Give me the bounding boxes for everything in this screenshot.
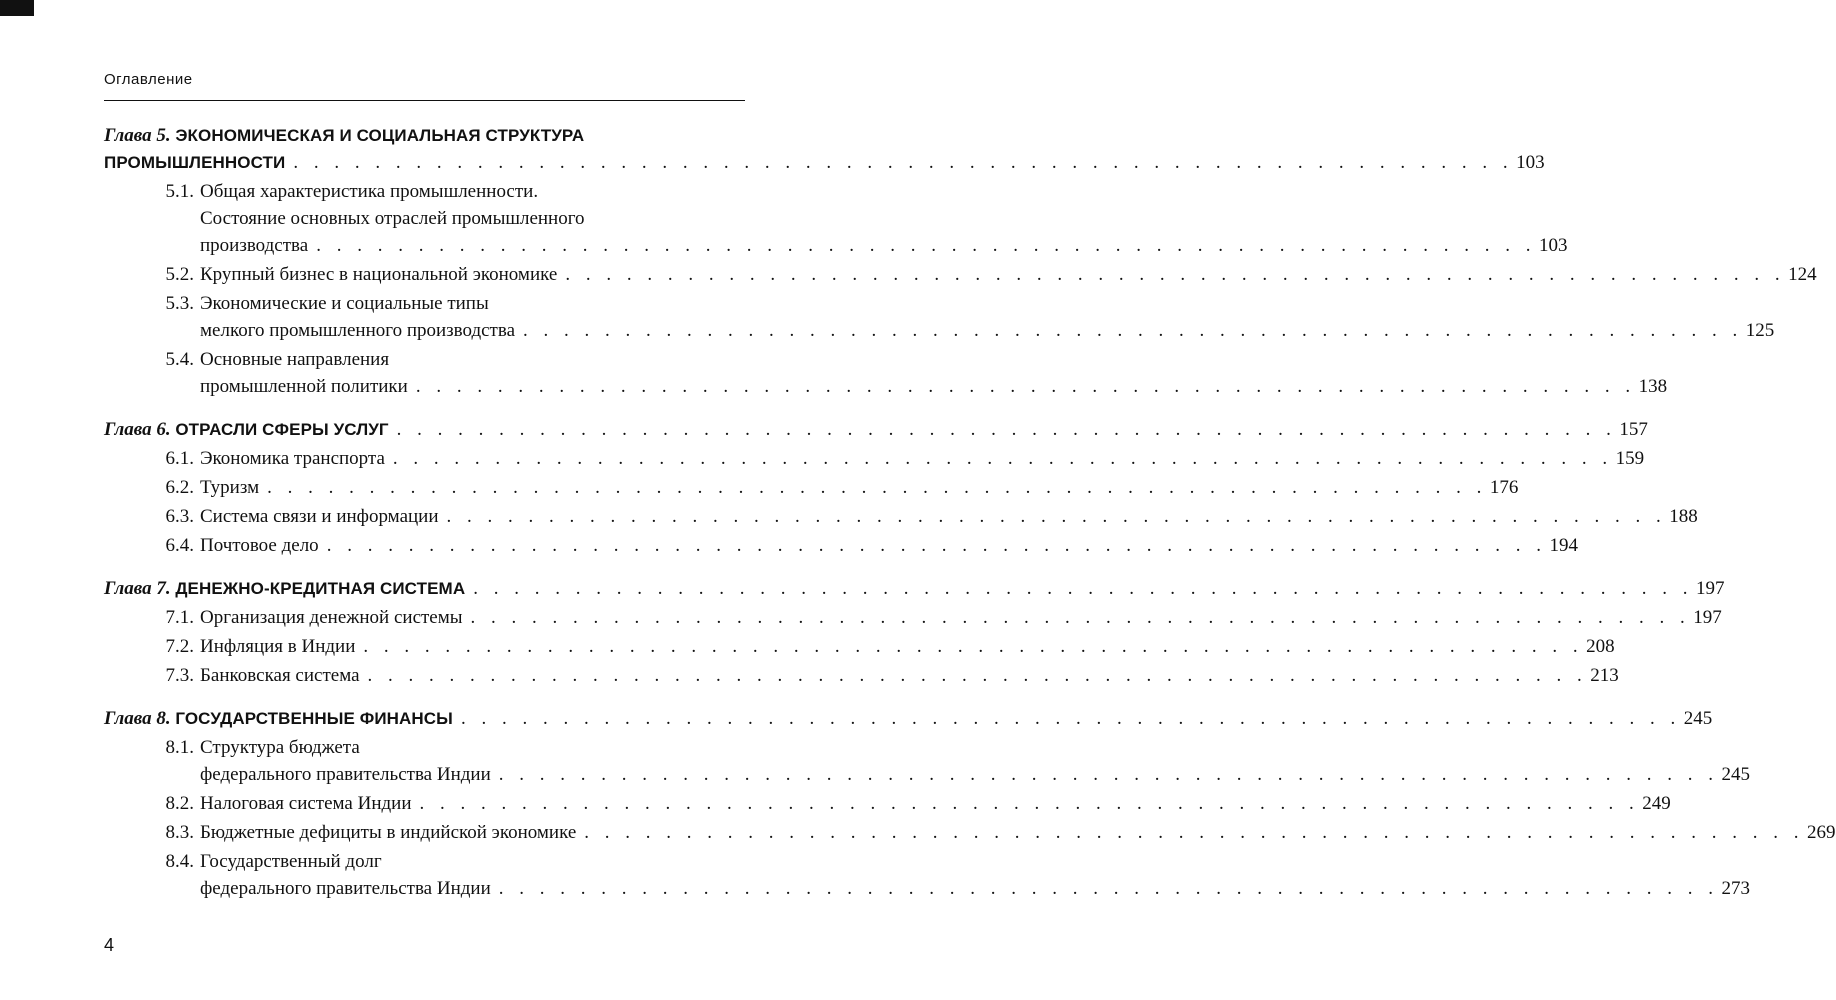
section-title-line: федерального правительства Индии <box>200 878 491 899</box>
chapter-5 <box>104 122 1817 400</box>
section-number: 8.2. <box>165 793 194 814</box>
toc-entry-6-4[interactable] <box>104 532 1578 559</box>
page-ref: 245 <box>1721 764 1750 785</box>
section-number: 8.3. <box>165 822 194 843</box>
section-title-line: федерального правительства Индии <box>200 764 491 785</box>
page-ref: 269 <box>1807 822 1836 843</box>
section-title-line: Туризм <box>200 477 260 498</box>
chapter-title: ГОСУДАРСТВЕННЫЕ ФИНАНСЫ <box>175 709 453 728</box>
chapter-title: ДЕНЕЖНО-КРЕДИТНАЯ СИСТЕМА <box>175 579 466 598</box>
leader-dots: . . . . . . . . . . . . . . . . . . . . . . . . . . . . . . . . . . . . . . . . . . . . . . . . . . . . . . . . . . . . <box>446 506 1667 527</box>
chapter-label: Глава 6. <box>104 419 171 440</box>
leader-dots: . . . . . . . . . . . . . . . . . . . . . . . . . . . . . . . . . . . . . . . . . . . . . . . . . . . . . . . . . . . . <box>523 320 1743 341</box>
chapter-7 <box>104 575 1725 689</box>
section-title-line: Инфляция в Индии <box>200 636 356 657</box>
section-number: 5.1. <box>165 181 194 202</box>
section-title-line: Налоговая система Индии <box>200 793 412 814</box>
section-title-line: Система связи и информации <box>200 506 439 527</box>
page-ref: 103 <box>1538 235 1568 256</box>
chapter-heading[interactable] <box>104 575 1725 602</box>
chapter-label: Глава 8. <box>104 708 171 729</box>
page-ref: 249 <box>1642 793 1671 814</box>
chapter-title: ЭКОНОМИЧЕСКАЯ И СОЦИАЛЬНАЯ СТРУКТУРА <box>175 126 585 145</box>
page-ref: 197 <box>1695 578 1725 599</box>
section-number: 8.1. <box>165 737 194 758</box>
chapter-heading-line-1 <box>104 122 744 149</box>
page-number: 4 <box>104 935 115 955</box>
chapter-label: Глава 5. <box>104 125 171 146</box>
section-title-line: Почтовое дело <box>200 535 319 556</box>
section-title-line: мелкого промышленного производства <box>200 320 516 341</box>
table-of-contents <box>104 122 1836 918</box>
section-title-line: Экономика транспорта <box>200 448 385 469</box>
chapter-heading[interactable] <box>104 705 1713 732</box>
corner-mark <box>0 0 34 16</box>
toc-entry-5-2[interactable] <box>104 261 1817 288</box>
leader-dots: . . . . . . . . . . . . . . . . . . . . . . . . . . . . . . . . . . . . . . . . . . . . . . . . . . . . . . . . . . . . <box>392 448 1613 469</box>
chapter-heading[interactable] <box>104 416 1648 443</box>
section-number: 5.3. <box>165 293 194 314</box>
chapter-label: Глава 7. <box>104 578 171 599</box>
toc-entry-8-2[interactable] <box>104 790 1671 817</box>
section-number: 6.1. <box>165 448 194 469</box>
header-rule <box>104 100 745 101</box>
section-title-line: Экономические и социальные типы <box>200 293 489 314</box>
section-title-line: промышленной политики <box>200 376 408 397</box>
leader-dots: . . . . . . . . . . . . . . . . . . . . . . . . . . . . . . . . . . . . . . . . . . . . . . . . . . . . . . . . . . . . <box>415 376 1636 397</box>
section-title-line: Государственный долг <box>200 851 382 872</box>
leader-dots: . . . . . . . . . . . . . . . . . . . . . . . . . . . . . . . . . . . . . . . . . . . . . . . . . . . . . . . . . . . . <box>498 878 1719 899</box>
leader-dots: . . . . . . . . . . . . . . . . . . . . . . . . . . . . . . . . . . . . . . . . . . . . . . . . . . . . . . . . . . . . <box>470 607 1691 628</box>
leader-dots: . . . . . . . . . . . . . . . . . . . . . . . . . . . . . . . . . . . . . . . . . . . . . . . . . . . . . . . . . . . . <box>316 235 1536 256</box>
leader-dots: . . . . . . . . . . . . . . . . . . . . . . . . . . . . . . . . . . . . . . . . . . . . . . . . . . . . . . . . . . . . <box>498 764 1719 785</box>
section-title-line: производства <box>200 235 309 256</box>
chapter-heading-line-2[interactable] <box>104 149 1545 176</box>
leader-dots: . . . . . . . . . . . . . . . . . . . . . . . . . . . . . . . . . . . . . . . . . . . . . . . . . . . . . . . . . . . . <box>396 419 1617 440</box>
leader-dots: . . . . . . . . . . . . . . . . . . . . . . . . . . . . . . . . . . . . . . . . . . . . . . . . . . . . . . . . . . . . <box>363 636 1584 657</box>
page-ref: 124 <box>1788 264 1817 285</box>
page-ref: 273 <box>1721 878 1750 899</box>
section-number: 5.2. <box>165 264 194 285</box>
section-title-line: Состояние основных отраслей промышленного <box>200 208 585 229</box>
leader-dots: . . . . . . . . . . . . . . . . . . . . . . . . . . . . . . . . . . . . . . . . . . . . . . . . . . . . . . . . . . . . <box>326 535 1547 556</box>
leader-dots: . . . . . . . . . . . . . . . . . . . . . . . . . . . . . . . . . . . . . . . . . . . . . . . . . . . . . . . . . . . . <box>565 264 1786 285</box>
section-number: 6.2. <box>165 477 194 498</box>
section-number: 6.3. <box>165 506 194 527</box>
section-title-line: Организация денежной системы <box>200 607 463 628</box>
toc-entry-5-3[interactable] <box>104 290 1775 344</box>
toc-entry-5-1[interactable] <box>104 178 1568 259</box>
chapter-8 <box>104 705 1836 902</box>
page-ref: 245 <box>1683 708 1713 729</box>
leader-dots: . . . . . . . . . . . . . . . . . . . . . . . . . . . . . . . . . . . . . . . . . . . . . . . . . . . . . . . . . . . . <box>584 822 1805 843</box>
leader-dots: . . . . . . . . . . . . . . . . . . . . . . . . . . . . . . . . . . . . . . . . . . . . . . . . . . . . . . . . . . . . <box>293 152 1514 173</box>
toc-entry-7-2[interactable] <box>104 633 1615 660</box>
page-ref: 176 <box>1489 477 1519 498</box>
page-ref: 138 <box>1638 376 1668 397</box>
section-number: 8.4. <box>165 851 194 872</box>
page-ref: 194 <box>1549 535 1578 556</box>
toc-entry-7-3[interactable] <box>104 662 1619 689</box>
toc-entry-6-2[interactable] <box>104 474 1519 501</box>
toc-entry-8-3[interactable] <box>104 819 1836 846</box>
chapter-title: ПРОМЫШЛЕННОСТИ <box>104 153 286 172</box>
chapter-title: ОТРАСЛИ СФЕРЫ УСЛУГ <box>175 420 389 439</box>
section-title-line: Общая характеристика промышленности. <box>200 181 539 202</box>
page-ref: 125 <box>1745 320 1775 341</box>
chapter-6 <box>104 416 1698 559</box>
toc-entry-6-3[interactable] <box>104 503 1698 530</box>
section-number: 7.3. <box>165 665 194 686</box>
leader-dots: . . . . . . . . . . . . . . . . . . . . . . . . . . . . . . . . . . . . . . . . . . . . . . . . . . . . . . . . . . . . <box>473 578 1693 599</box>
leader-dots: . . . . . . . . . . . . . . . . . . . . . . . . . . . . . . . . . . . . . . . . . . . . . . . . . . . . . . . . . . . . <box>367 665 1588 686</box>
section-number: 6.4. <box>165 535 194 556</box>
toc-entry-5-4[interactable] <box>104 346 1668 400</box>
toc-entry-7-1[interactable] <box>104 604 1722 631</box>
section-number: 5.4. <box>165 349 194 370</box>
page-ref: 188 <box>1669 506 1698 527</box>
page-ref: 157 <box>1619 419 1648 440</box>
leader-dots: . . . . . . . . . . . . . . . . . . . . . . . . . . . . . . . . . . . . . . . . . . . . . . . . . . . . . . . . . . . . <box>419 793 1640 814</box>
section-number: 7.2. <box>165 636 194 657</box>
section-title-line: Структура бюджета <box>200 737 360 758</box>
page-ref: 208 <box>1586 636 1615 657</box>
page-ref: 197 <box>1693 607 1722 628</box>
page-ref: 213 <box>1590 665 1619 686</box>
section-title-line: Основные направления <box>200 349 390 370</box>
section-number: 7.1. <box>165 607 194 628</box>
section-title-line: Бюджетные дефициты в индийской экономике <box>200 822 577 843</box>
toc-entry-6-1[interactable] <box>104 445 1645 472</box>
leader-dots: . . . . . . . . . . . . . . . . . . . . . . . . . . . . . . . . . . . . . . . . . . . . . . . . . . . . . . . . . . . . <box>267 477 1487 498</box>
section-title-line: Крупный бизнес в национальной экономике <box>200 264 558 285</box>
toc-entry-8-4[interactable] <box>104 848 1750 902</box>
page-ref: 103 <box>1516 152 1545 173</box>
page-ref: 159 <box>1615 448 1645 469</box>
toc-entry-8-1[interactable] <box>104 734 1750 788</box>
leader-dots: . . . . . . . . . . . . . . . . . . . . . . . . . . . . . . . . . . . . . . . . . . . . . . . . . . . . . . . . . . . . <box>460 708 1681 729</box>
section-title-line: Банковская система <box>200 665 360 686</box>
running-header: Оглавление <box>104 71 193 88</box>
